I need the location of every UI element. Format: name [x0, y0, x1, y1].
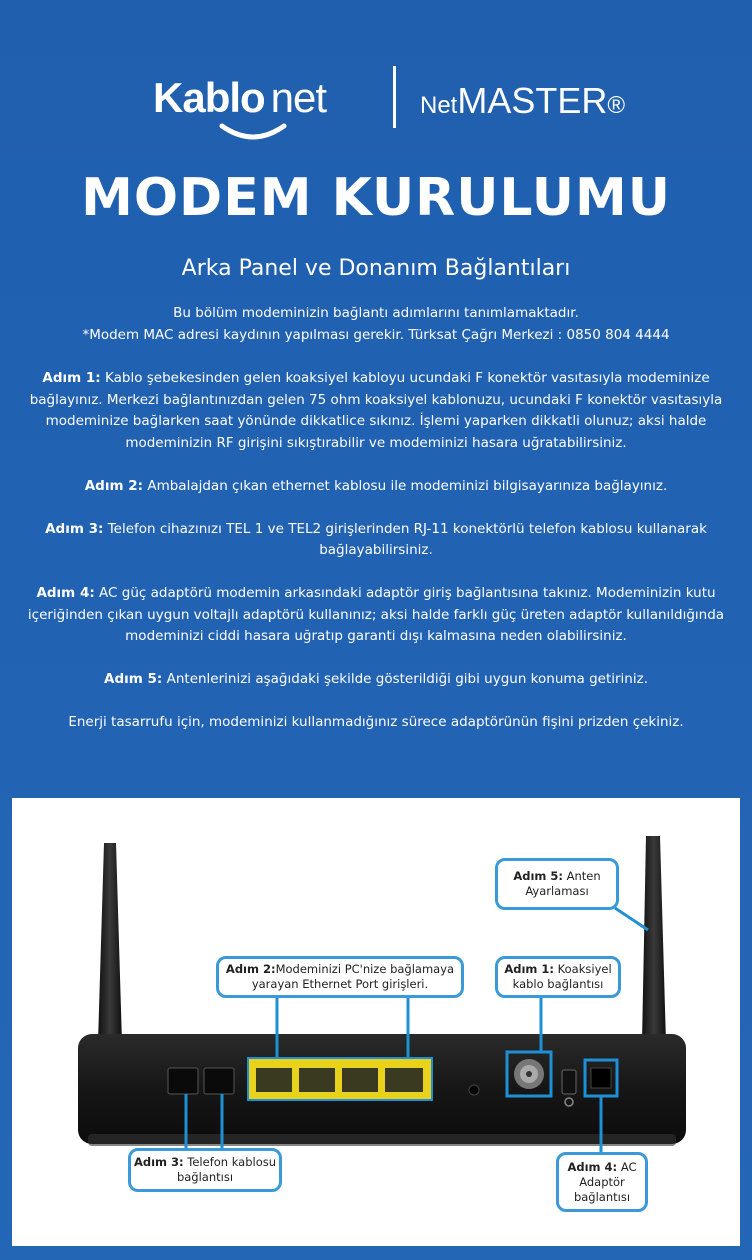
netmaster-logo [420, 80, 625, 122]
kablonet-logo-left: Kablo [153, 74, 265, 121]
energy-note: Enerji tasarrufu için, modeminizi kullanmadığınız sürece adaptörünün fişini prizden çekiniz. [68, 714, 684, 730]
intro-line-2: *Modem MAC adresi kaydının yapılması gerekir. Türksat Çağrı Merkezi : 0850 804 4444 [82, 327, 670, 343]
step-label: Adım 2: [84, 477, 144, 494]
callout-label: Adım 1: [504, 962, 555, 976]
callout-text: Modeminizi PC'nize bağlamaya yarayan Ethernet Port girişleri. [251, 962, 455, 991]
callout-text: Anten Ayarlaması [525, 869, 601, 898]
callout-text: Telefon kablosu bağlantısı [176, 1155, 277, 1184]
callout-step2 [216, 956, 464, 998]
header-logos [0, 58, 752, 148]
left-antenna [98, 843, 122, 1043]
step-5 [10, 669, 742, 691]
callout-text: Koaksiyel kablo bağlantısı [512, 962, 612, 991]
callout-label: Adım 3: [133, 1155, 184, 1169]
reset-hole [469, 1085, 479, 1095]
tel-port-2 [204, 1068, 234, 1094]
step-3 [10, 519, 742, 562]
callout-text: AC Adaptör bağlantısı [573, 1159, 637, 1204]
page-title: MODEM KURULUMU [81, 168, 671, 228]
step-2 [10, 476, 742, 498]
kablonet-logo-right: net [270, 74, 327, 121]
page-subtitle: Arka Panel ve Donanım Bağlantıları [181, 256, 571, 281]
step-label: Adım 5: [104, 671, 163, 687]
logo-divider [393, 66, 396, 128]
step-text: AC güç adaptörü modemin arkasındaki adaptör giriş bağlantısına takınız. Modeminizin kutu içeriğinden çıkan uygun voltajlı adaptörü kullanınız; aksi halde farklı güç üreten adaptör kullanıldığında modeminizi ciddi hasara uğratıp garanti dışı kalmasına neden olabilirsiniz. [27, 585, 725, 644]
netmaster-logo-small: Net [420, 92, 458, 119]
steps-list [10, 368, 742, 755]
registered-mark: ® [607, 92, 626, 119]
smile-icon [218, 122, 288, 142]
step-label: Adım 1: [42, 370, 101, 386]
step-label: Adım 3: [45, 520, 104, 537]
tel-port-1 [168, 1068, 198, 1094]
callout-label: Adım 4: [567, 1159, 618, 1174]
step-4 [10, 583, 742, 648]
power-switch [562, 1070, 576, 1094]
right-antenna [642, 836, 666, 1043]
intro-line-1: Bu bölüm modeminizin bağlantı adımlarını tanımlamaktadır. [173, 305, 579, 321]
step-text: Antenlerinizi aşağıdaki şekilde gösterildiği gibi uygun konuma getiriniz. [166, 671, 648, 687]
step-text: Telefon cihazınızı TEL 1 ve TEL2 girişlerinden RJ-11 konektörlü telefon kablosu kullanarak bağlayabilirsiniz. [107, 520, 707, 558]
callout-step4 [556, 1152, 648, 1212]
step-text: Kablo şebekesinden gelen koaksiyel kabloyu ucundaki F konektör vasıtasıyla modeminize bağlayınız. Merkezi bağlantınızdan gelen 75 ohm koaksiyel kablonuzu, ucundaki F konektör vasıtasıyla modeminize bağlarken saat yönünde dikkatlice sıkınız. İşlemi yaparken dikkatli olunuz; aksi halde modeminizin RF girişini sıkıştırabilir ve modeminizi hasara uğratabilirsiniz. [29, 370, 723, 451]
step-1 [10, 368, 742, 454]
callout-step1 [495, 956, 621, 998]
callout-step3 [128, 1148, 282, 1192]
modem-diagram-panel [12, 798, 740, 1246]
netmaster-logo-big: MASTER [457, 80, 608, 121]
callout-label: Adım 2: [225, 962, 276, 976]
callout-step5 [495, 858, 619, 910]
kablonet-logo [153, 74, 326, 122]
step-text: Ambalajdan çıkan ethernet kablosu ile modeminizi bilgisayarınıza bağlayınız. [147, 477, 668, 494]
callout-label: Adım 5: [513, 869, 563, 883]
step-label: Adım 4: [36, 585, 95, 601]
intro-text [0, 302, 752, 346]
